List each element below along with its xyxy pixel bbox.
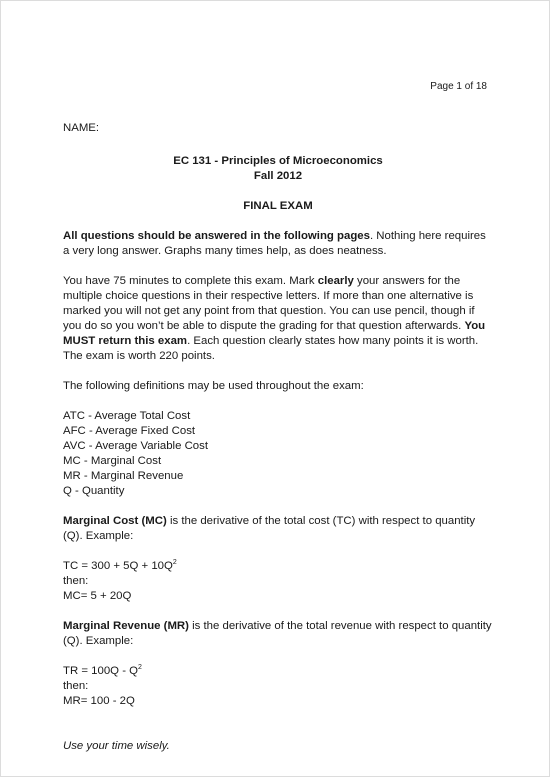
title-block <box>63 154 493 184</box>
mr-description: is the derivative of the total revenue with respect to quantity (Q). Example: <box>63 620 492 647</box>
instructions-paragraph-1 <box>63 229 493 259</box>
mc-term: Marginal Cost (MC) <box>63 515 167 527</box>
closing-note: Use your time wisely. <box>63 740 170 752</box>
mr-example <box>63 664 493 709</box>
definition-item: MC - Marginal Cost <box>63 455 162 467</box>
formula-line: then: <box>63 575 89 587</box>
mr-term: Marginal Revenue (MR) <box>63 620 189 632</box>
formula-text: TC = 300 + 5Q + 10Q <box>63 560 173 572</box>
definition-item: Q - Quantity <box>63 485 125 497</box>
page-content <box>63 121 493 754</box>
definitions-list <box>63 409 493 499</box>
instructions-bold: clearly <box>317 275 354 287</box>
instructions-bold: All questions should be answered in the following pages <box>63 230 370 242</box>
instructions-text: You have 75 minutes to complete this exam. Mark <box>63 275 318 287</box>
term: Fall 2012 <box>253 170 303 182</box>
formula-text: TR = 100Q - Q <box>63 665 139 677</box>
mc-description: is the derivative of the total cost (TC) with respect to quantity (Q). Example: <box>63 515 476 542</box>
definition-item: AVC - Average Variable Cost <box>63 440 208 452</box>
definition-item: ATC - Average Total Cost <box>63 410 191 422</box>
instructions-paragraph-2 <box>63 274 493 364</box>
formula-line <box>63 559 493 574</box>
definitions-intro: The following definitions may be used throughout the exam: <box>63 380 364 392</box>
superscript: 2 <box>138 664 142 672</box>
exam-title: FINAL EXAM <box>243 200 313 212</box>
name-label: NAME: <box>63 122 100 134</box>
definition-item: AFC - Average Fixed Cost <box>63 425 196 437</box>
page-number: Page 1 of 18 <box>430 81 487 92</box>
formula-line: MR= 100 - 2Q <box>63 695 135 707</box>
formula-line <box>63 664 493 679</box>
mc-example <box>63 559 493 604</box>
definition-item: MR - Marginal Revenue <box>63 470 184 482</box>
formula-line: MC= 5 + 20Q <box>63 590 132 602</box>
instructions-text: your answers for the multiple choice questions in their respective letters. If more than one alternative is marked you will not get any point from that question. You can use pencil, though if you do so you won’t be able to dispute the grading for that question afterwards. <box>63 275 475 332</box>
instructions-bold: You MUST return this exam <box>63 320 486 347</box>
instructions-text: . Nothing here requires a very long answer. Graphs many times help, as does neatness. <box>63 230 486 257</box>
course-title: EC 131 - Principles of Microeconomics <box>173 155 383 167</box>
superscript: 2 <box>172 559 177 567</box>
instructions-text: . Each question clearly states how many points it is worth. The exam is worth 220 points. <box>63 335 479 362</box>
formula-line: then: <box>63 680 89 692</box>
mc-definition <box>63 514 493 544</box>
mr-definition <box>63 619 493 649</box>
